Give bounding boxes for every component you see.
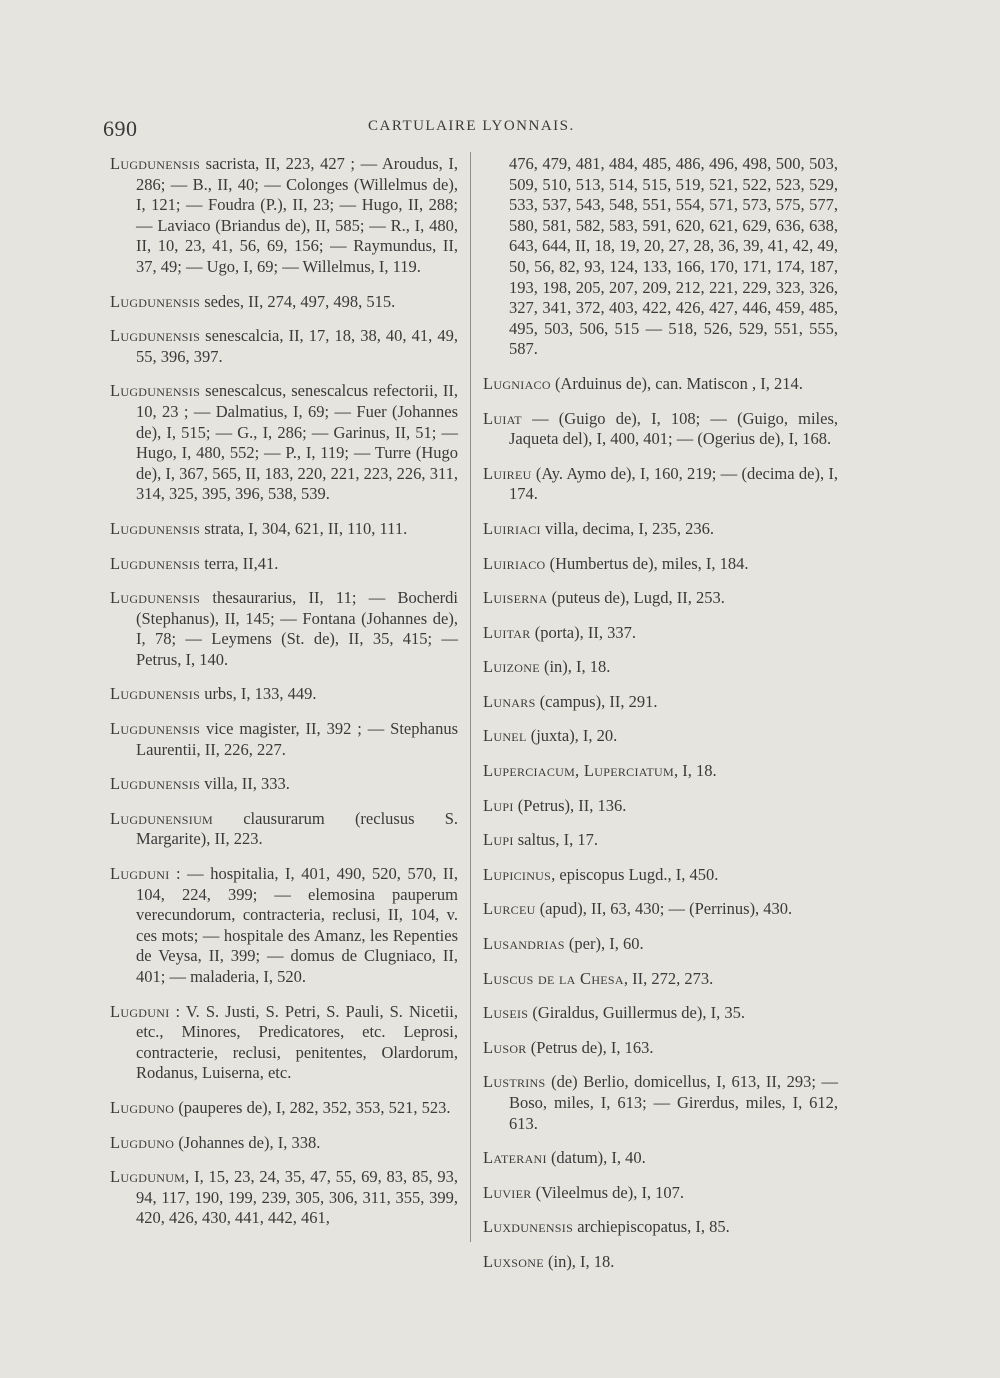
index-entry bbox=[483, 1252, 838, 1273]
entry-text: — (Guigo de), I, 108; — (Guigo, miles, Jaqueta del), I, 400, 401; — (Ogerius de), I, 168. bbox=[509, 408, 838, 449]
entry-text: (Petrus de), I, 163. bbox=[526, 1037, 654, 1057]
entry-headword: Luiriaci bbox=[483, 518, 541, 538]
entry-text: (porta), II, 337. bbox=[530, 622, 636, 642]
index-entry bbox=[110, 1098, 458, 1119]
entry-headword: Lugduno bbox=[110, 1097, 175, 1117]
entry-headword: Lugduni bbox=[110, 864, 170, 884]
entry-text: (juxta), I, 20. bbox=[526, 726, 618, 746]
entry-headword: Luseis bbox=[483, 1003, 529, 1023]
entry-headword: Lugdunensis bbox=[110, 518, 201, 538]
index-entry bbox=[483, 1217, 838, 1238]
index-entry bbox=[483, 519, 838, 540]
index-entry bbox=[483, 726, 838, 747]
index-entry bbox=[483, 934, 838, 955]
entry-headword: Lupi bbox=[483, 795, 514, 815]
entry-headword: Lugdunensis bbox=[110, 326, 201, 346]
entry-headword: Lugdunensium bbox=[110, 808, 214, 828]
page-number: 690 bbox=[103, 116, 138, 141]
entry-text: (Vileelmus de), I, 107. bbox=[531, 1182, 685, 1202]
entry-text: , episcopus Lugd., I, 450. bbox=[551, 864, 719, 884]
entry-text: : — hospitalia, I, 401, 490, 520, 570, II, 104, 224, 399; — elemosina pauperum verecundorum, contracteria, reclusi, II, 104, v. ces mots; — hospitale des Amanz, les Repenties de Veysa, II, 399; — domus de Clugniaco, II, 401; — maladeria, I, 520. bbox=[136, 864, 458, 986]
entry-text: (per), I, 60. bbox=[564, 934, 644, 954]
entry-text: vice magister, II, 392 ; — Stephanus Laurentii, II, 226, 227. bbox=[136, 719, 458, 759]
entry-text: sedes, II, 274, 497, 498, 515. bbox=[200, 291, 396, 311]
entry-headword: Lugdunensis bbox=[110, 291, 201, 311]
entry-text: (in), I, 18. bbox=[539, 657, 611, 677]
entry-headword: Lugdunensis bbox=[110, 588, 201, 608]
index-entry bbox=[483, 1038, 838, 1059]
index-entry bbox=[483, 761, 838, 782]
entry-text: (campus), II, 291. bbox=[535, 691, 658, 711]
index-entry bbox=[110, 684, 458, 705]
index-entry bbox=[110, 1133, 458, 1154]
entry-headword: Lupicinus bbox=[483, 864, 552, 884]
entry-text: (Giraldus, Guillermus de), I, 35. bbox=[528, 1003, 745, 1023]
entry-text: clausurarum (reclusus S. Margarite), II, 223. bbox=[136, 808, 458, 849]
entry-headword: Lugduni bbox=[110, 1001, 170, 1021]
index-entry bbox=[483, 865, 838, 886]
entry-headword: Luiat bbox=[483, 408, 522, 428]
entry-headword: Lugdunensis bbox=[110, 684, 201, 704]
entry-text: (pauperes de), I, 282, 352, 353, 521, 523. bbox=[174, 1097, 451, 1117]
index-entry bbox=[110, 588, 458, 670]
entry-headword: Lustrins bbox=[483, 1072, 546, 1092]
entry-text: urbs, I, 133, 449. bbox=[200, 684, 317, 704]
entry-headword: Luvier bbox=[483, 1182, 532, 1202]
entry-text: , I, 15, 23, 24, 35, 47, 55, 69, 83, 85, 93, 94, 117, 190, 199, 239, 305, 306, 311, 355, 399, 420, 426, 430, 441, 442, 461, bbox=[136, 1167, 458, 1228]
index-entry bbox=[483, 969, 838, 990]
entry-headword: Lugdunensis bbox=[110, 154, 201, 173]
entry-headword: Laterani bbox=[483, 1148, 547, 1168]
index-entry bbox=[110, 154, 458, 278]
entry-text: , I, 18. bbox=[673, 761, 717, 781]
entry-headword: Lugdunensis bbox=[110, 719, 201, 739]
index-entry bbox=[483, 1183, 838, 1204]
entry-text: (Humbertus de), miles, I, 184. bbox=[545, 553, 749, 573]
entry-headword: Lusor bbox=[483, 1037, 527, 1057]
entry-headword: Luscus de la Chesa bbox=[483, 968, 624, 988]
entry-text: (datum), I, 40. bbox=[546, 1148, 646, 1168]
entry-headword: Luiriaco bbox=[483, 553, 546, 573]
entry-text: strata, I, 304, 621, II, 110, 111. bbox=[200, 518, 408, 538]
entry-headword: Luitar bbox=[483, 622, 531, 642]
index-entry bbox=[110, 381, 458, 505]
index-entry bbox=[110, 519, 458, 540]
index-column-right bbox=[483, 154, 838, 1287]
entry-headword: Lugdunum bbox=[110, 1167, 186, 1187]
entry-text: (puteus de), Lugd, II, 253. bbox=[547, 588, 725, 608]
index-column-left bbox=[110, 154, 458, 1243]
entry-text: (Ay. Aymo de), I, 160, 219; — (decima de), I, 174. bbox=[509, 463, 838, 504]
entry-text: (Petrus), II, 136. bbox=[513, 795, 627, 815]
entry-headword: Lupi bbox=[483, 830, 514, 850]
entry-text: saltus, I, 17. bbox=[513, 830, 598, 850]
index-entry bbox=[483, 830, 838, 851]
index-entry bbox=[483, 464, 838, 505]
entry-text: senescalcia, II, 17, 18, 38, 40, 41, 49, 55, 396, 397. bbox=[136, 326, 458, 366]
entry-text: terra, II,41. bbox=[200, 553, 279, 573]
entry-headword: Lugdunensis bbox=[110, 774, 201, 794]
index-entry bbox=[483, 554, 838, 575]
entry-headword: Lurceu bbox=[483, 899, 536, 919]
entry-headword: Lugdunensis bbox=[110, 553, 201, 573]
index-entry bbox=[483, 154, 838, 360]
index-entry bbox=[483, 796, 838, 817]
entry-headword: Luizone bbox=[483, 657, 540, 677]
index-entry bbox=[483, 899, 838, 920]
entry-headword: Luireu bbox=[483, 463, 532, 483]
index-entry bbox=[110, 554, 458, 575]
entry-headword: Lugdunensis bbox=[110, 381, 201, 401]
index-entry bbox=[483, 1072, 838, 1134]
entry-headword: Lugduno bbox=[110, 1132, 175, 1152]
entry-headword: Luiserna bbox=[483, 588, 548, 608]
index-entry bbox=[483, 623, 838, 644]
column-divider bbox=[470, 152, 471, 1242]
entry-text: archiepiscopatus, I, 85. bbox=[573, 1217, 730, 1237]
index-entry bbox=[483, 657, 838, 678]
entry-text: (apud), II, 63, 430; — (Perrinus), 430. bbox=[535, 899, 793, 919]
index-entry bbox=[483, 1148, 838, 1169]
entry-headword: Luperciacum, Luperciatum bbox=[483, 761, 674, 781]
entry-text: thesaurarius, II, 11; — Bocherdi (Stephanus), II, 145; — Fontana (Johannes de), I, 78; — Leymens (St. de), II, 35, 415; — Petrus, I, 140. bbox=[136, 588, 458, 669]
entry-headword: Lunars bbox=[483, 691, 536, 711]
index-entry bbox=[110, 719, 458, 760]
index-entry bbox=[110, 774, 458, 795]
entry-text: : V. S. Justi, S. Petri, S. Pauli, S. Nicetii, etc., Minores, Predicatores, etc. Leprosi, contracterie, reclusi, penitentes, Olardorum, Rodanus, Luiserna, etc. bbox=[136, 1001, 458, 1083]
entry-text: , II, 272, 273. bbox=[623, 968, 714, 988]
entry-text: (Arduinus de), can. Matiscon , I, 214. bbox=[550, 373, 803, 393]
index-entry bbox=[110, 864, 458, 988]
index-entry bbox=[483, 374, 838, 395]
entry-headword: Luxsone bbox=[483, 1251, 544, 1271]
entry-text: 476, 479, 481, 484, 485, 486, 496, 498, 500, 503, 509, 510, 513, 514, 515, 519, 521, 522, 523, 529, 533, 537, 543, 548, 551, 554, 571, 573, 575, 577, 580, 581, 582, 583, 591, 620, 621, 629, 636, 638, 643, 644, II, 18, 19, 20, 27, 28, 36, 39, 41, 42, 49, 50, 56, 82, 93, 124, 133, 166, 170, 171, 174, 187, 193, 198, 205, 207, 209, 212, 221, 229, 323, 326, 327, 341, 372, 403, 422, 426, 427, 446, 459, 485, 495, 503, 506, 515 — 518, 526, 529, 551, 555, 587. bbox=[509, 154, 838, 359]
index-entry bbox=[483, 1003, 838, 1024]
index-entry bbox=[483, 409, 838, 450]
entry-text: (in), I, 18. bbox=[543, 1251, 615, 1271]
entry-text: villa, decima, I, 235, 236. bbox=[540, 518, 715, 538]
index-entry bbox=[110, 292, 458, 313]
index-entry bbox=[483, 588, 838, 609]
entry-text: villa, II, 333. bbox=[200, 774, 290, 794]
entry-text: sacrista, II, 223, 427 ; — Aroudus, I, 286; — B., II, 40; — Colonges (Willelmus de), I, 121; — Foudra (P.), II, 23; — Hugo, II, 288; — Laviaco (Briandus de), II, 585; — R., I, 480, II, 10, 23, 41, 56, 69, 156; — Raymundus, II, 37, 49; — Ugo, I, 69; — Willelmus, I, 119. bbox=[136, 154, 458, 276]
index-entry bbox=[110, 326, 458, 367]
entry-text: (de) Berlio, domicellus, I, 613, II, 293; — Boso, miles, I, 613; — Girerdus, miles, I, 612, 613. bbox=[509, 1072, 838, 1133]
entry-text: (Johannes de), I, 338. bbox=[174, 1132, 321, 1152]
index-entry bbox=[110, 1002, 458, 1084]
entry-headword: Lunel bbox=[483, 726, 527, 746]
entry-headword: Luxdunensis bbox=[483, 1217, 574, 1237]
index-entry bbox=[110, 1167, 458, 1229]
running-title: CARTULAIRE LYONNAIS. bbox=[368, 118, 575, 134]
entry-headword: Lusandrias bbox=[483, 934, 565, 954]
index-entry bbox=[110, 809, 458, 850]
index-entry bbox=[483, 692, 838, 713]
entry-text: senescalcus, senescalcus refectorii, II, 10, 23 ; — Dalmatius, I, 69; — Fuer (Johannes de), I, 515; — G., I, 286; — Garinus, II, 51; — Hugo, I, 480, 552; — P., I, 119; — Turre (Hugo de), I, 367, 565, II, 183, 220, 221, 223, 226, 311, 314, 325, 395, 396, 538, 539. bbox=[136, 381, 458, 504]
entry-headword: Lugniaco bbox=[483, 373, 551, 393]
